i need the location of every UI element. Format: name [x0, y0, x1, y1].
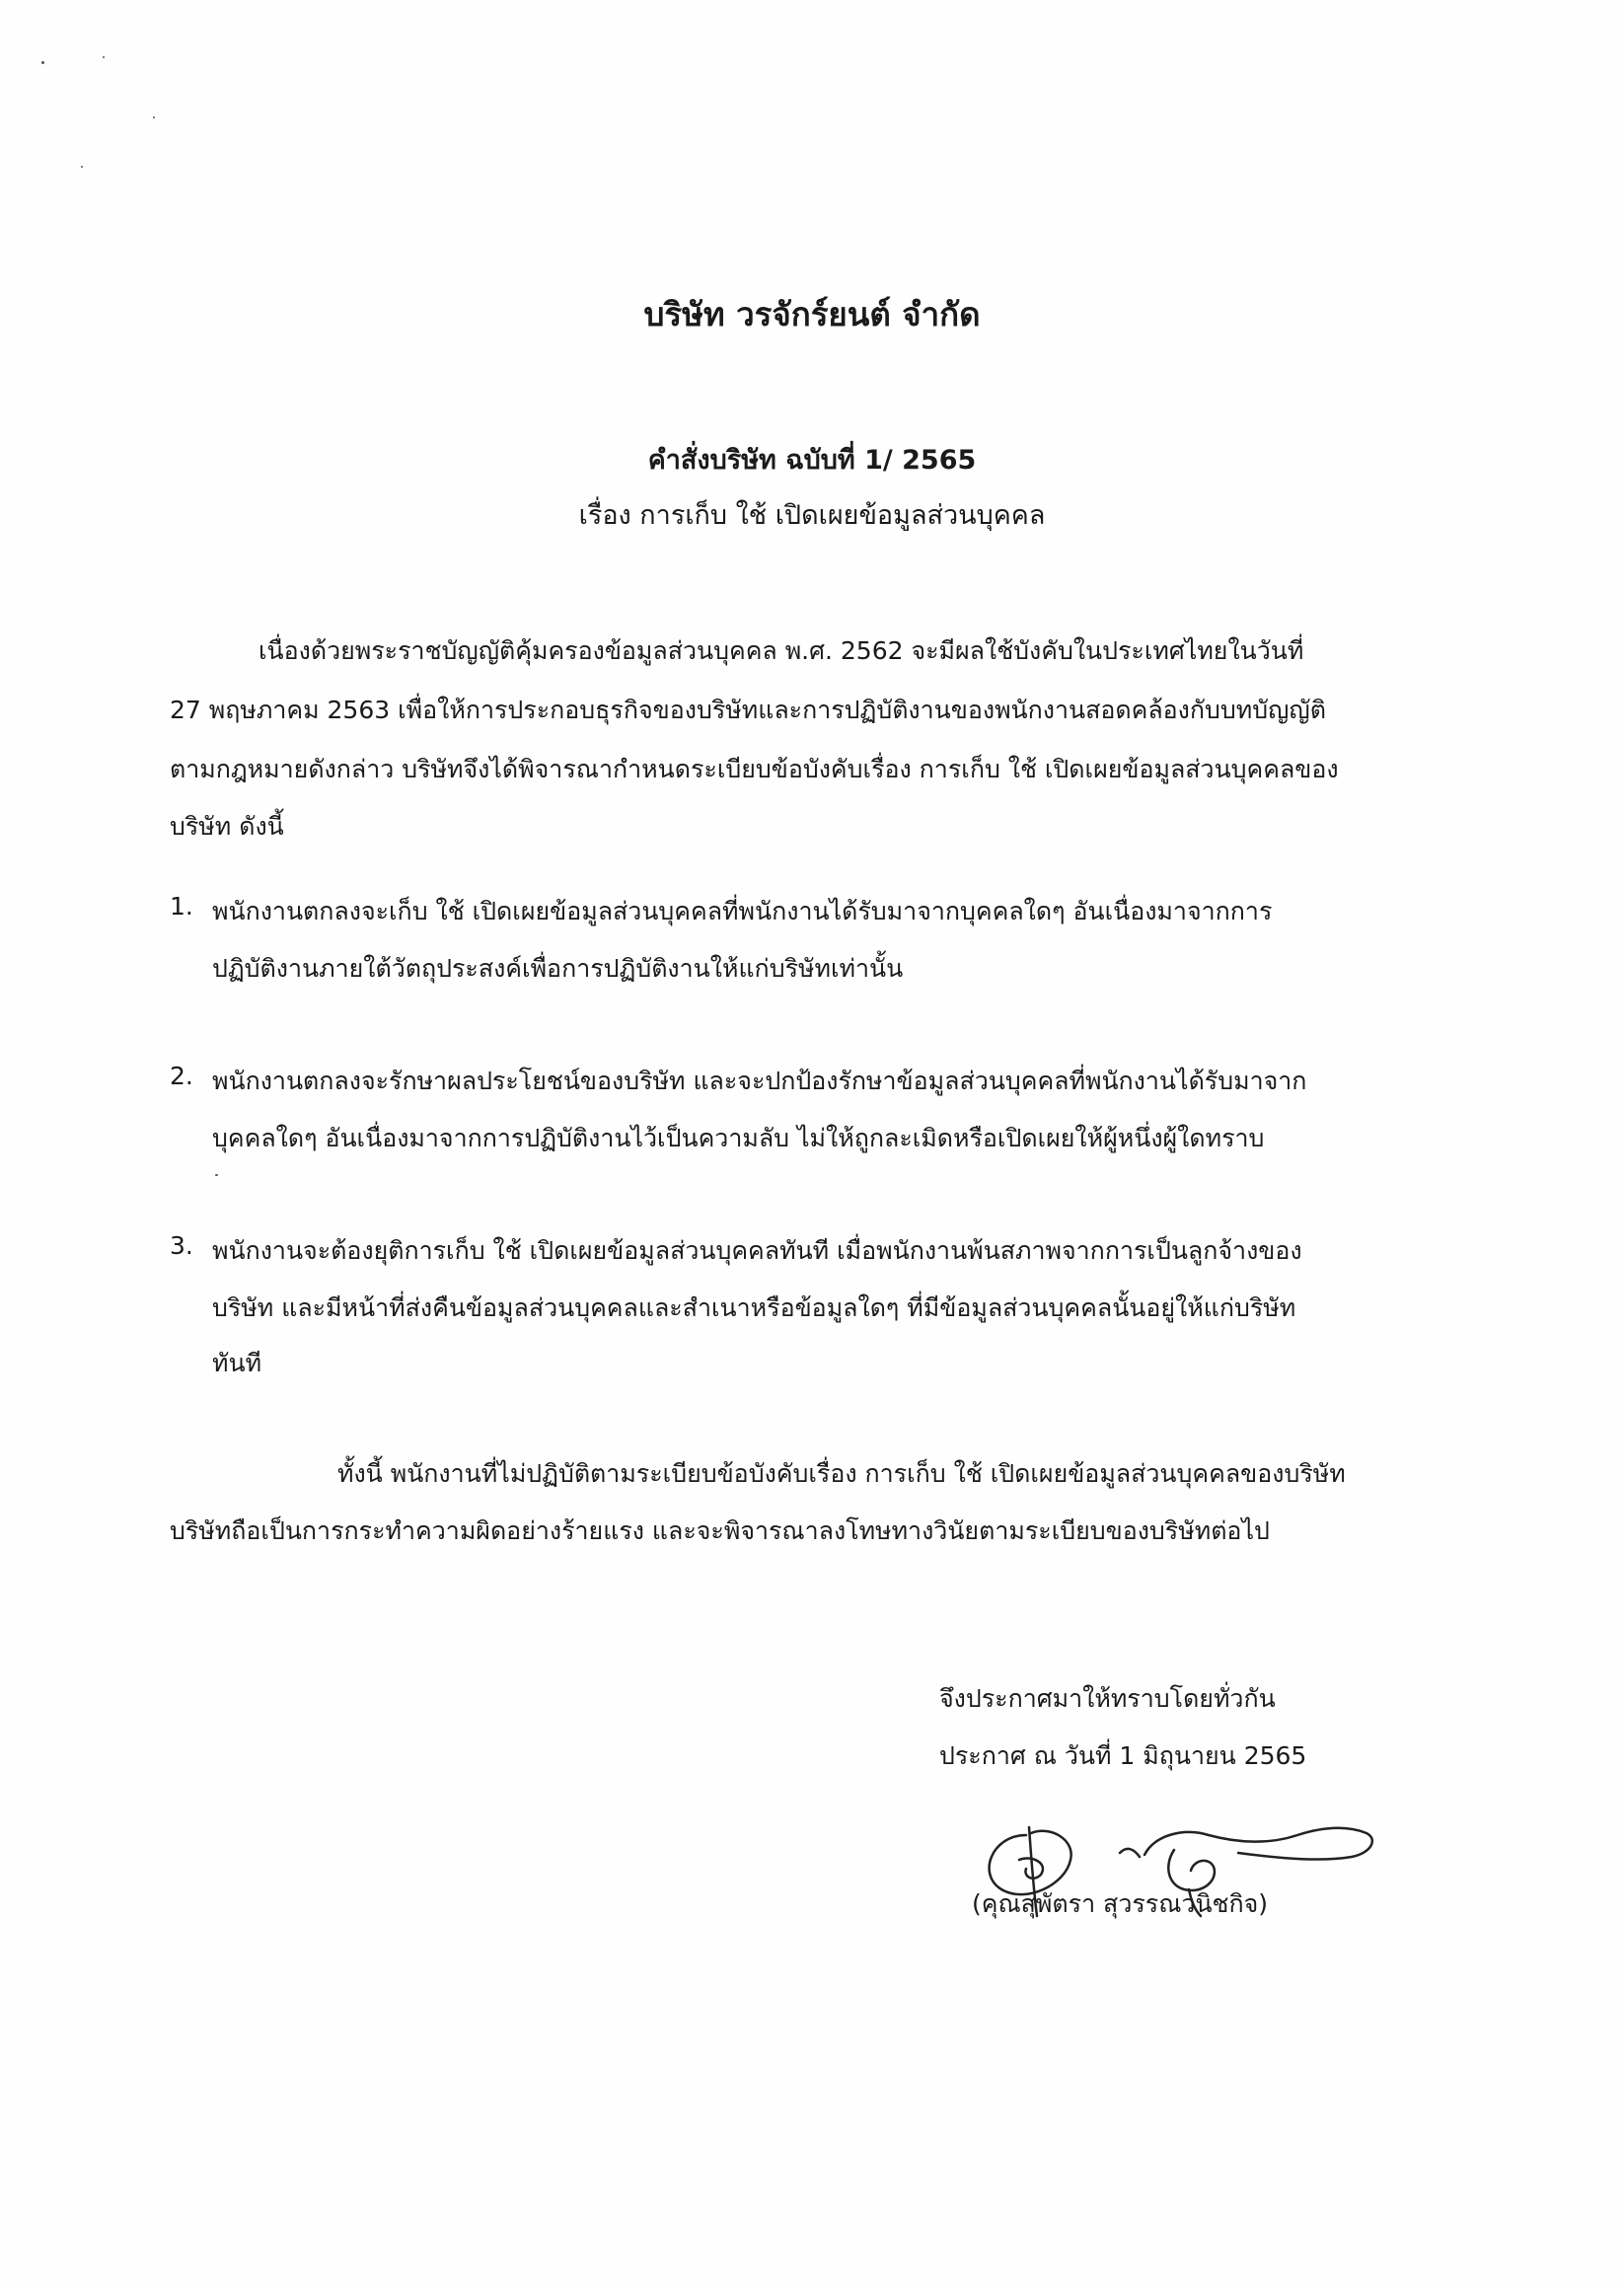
intro-line: 27 พฤษภาคม 2563 เพื่อให้การประกอบธุรกิจของบริษัทและการปฏิบัติงานของพนักงานสอดคล้องกับบทบัญญัติ: [170, 696, 1326, 724]
subject-line: เรื่อง การเก็บ ใช้ เปิดเผยข้อมูลส่วนบุคคล: [578, 500, 1046, 531]
announcement-line: จึงประกาศมาให้ทราบโดยทั่วกัน: [939, 1684, 1276, 1713]
scan-speck: [81, 166, 83, 168]
signer-name: (คุณสุพัตรา สุวรรณวนิชกิจ): [972, 1889, 1269, 1918]
item-number: 3.: [170, 1231, 193, 1260]
item-line: ปฏิบัติงานภายใต้วัตถุประสงค์เพื่อการปฏิบัติงานให้แก่บริษัทเท่านั้น: [212, 954, 904, 983]
item-number: 2.: [170, 1062, 193, 1090]
intro-line: บริษัท ดังนี้: [170, 812, 284, 841]
company-name: บริษัท วรจักร์ยนต์ จำกัด: [643, 295, 981, 333]
closing-line: บริษัทถือเป็นการกระทำความผิดอย่างร้ายแรง และจะพิจารณาลงโทษทางวินัยตามระเบียบของบริษัทต่อไป: [170, 1516, 1270, 1545]
announcement-date: ประกาศ ณ วันที่ 1 มิถุนายน 2565: [939, 1741, 1307, 1770]
scan-speck: [41, 61, 44, 64]
closing-line: ทั้งนี้ พนักงานที่ไม่ปฏิบัติตามระเบียบข้อบังคับเรื่อง การเก็บ ใช้ เปิดเผยข้อมูลส่วนบุคคลของบริษัท: [337, 1459, 1346, 1488]
scan-speck: [215, 1174, 218, 1176]
item-line: บริษัท และมีหน้าที่ส่งคืนข้อมูลส่วนบุคคลและสำเนาหรือข้อมูลใดๆ ที่มีข้อมูลส่วนบุคคลนั้นอยู่ให้แก่บริษัท: [212, 1293, 1296, 1322]
item-line: พนักงานตกลงจะรักษาผลประโยชน์ของบริษัท และจะปกป้องรักษาข้อมูลส่วนบุคคลที่พนักงานได้รับมาจาก: [212, 1067, 1307, 1095]
item-number: 1.: [170, 892, 193, 921]
item-line: บุคคลใดๆ อันเนื่องมาจากการปฏิบัติงานไว้เป็นความลับ ไม่ให้ถูกละเมิดหรือเปิดเผยให้ผู้หนึ่งผู้ใดทราบ: [212, 1124, 1265, 1152]
item-line: พนักงานจะต้องยุติการเก็บ ใช้ เปิดเผยข้อมูลส่วนบุคคลทันที เมื่อพนักงานพ้นสภาพจากการเป็นลูกจ้างของ: [212, 1236, 1302, 1265]
item-line: พนักงานตกลงจะเก็บ ใช้ เปิดเผยข้อมูลส่วนบุคคลที่พนักงานได้รับมาจากบุคคลใดๆ อันเนื่องมาจากการ: [212, 897, 1273, 925]
intro-line: ตามกฎหมายดังกล่าว บริษัทจึงได้พิจารณากำหนดระเบียบข้อบังคับเรื่อง การเก็บ ใช้ เปิดเผยข้อมูลส่วนบุคคลของ: [170, 755, 1339, 783]
order-title: คำสั่งบริษัท ฉบับที่ 1/ 2565: [647, 445, 977, 476]
intro-line: เนื่องด้วยพระราชบัญญัติคุ้มครองข้อมูลส่วนบุคคล พ.ศ. 2562 จะมีผลใช้บังคับในประเทศไทยในวันที่: [258, 636, 1304, 665]
scan-speck: [153, 116, 155, 118]
scan-speck: [103, 56, 105, 58]
item-line: ทันที: [212, 1349, 262, 1377]
